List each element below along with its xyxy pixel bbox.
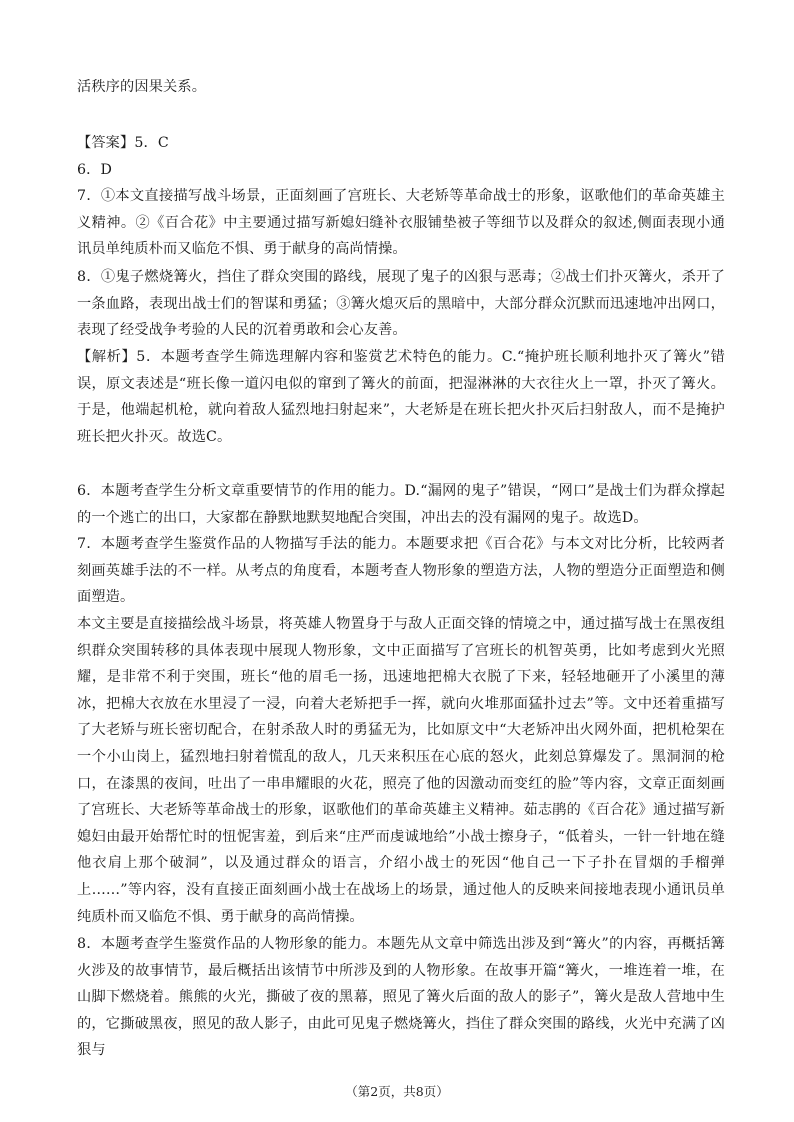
analysis-5: 【解析】5．本题考查学生筛选理解内容和鉴赏艺术特色的能力。C.“掩护班长顺利地扑灭了篝火”错误，原文表述是“班长像一道闪电似的窜到了篝火的前面，把湿淋淋的大衣往火上一罩，扑灭了篝火。于是，他端起机枪，就向着敌人猛烈地扫射起来”，大老矫是在班长把火扑灭后扫射敌人，而不是掩护班长把火扑灭。故选C。 [77,349,725,445]
answer-6: 6．D [77,162,113,178]
analysis-6: 6．本题考查学生分析文章重要情节的作用的能力。D.“漏网的鬼子”错误，“网口”是战士们为群众撑起的一个逃亡的出口，大家都在静默地默契地配合突围，冲出去的没有漏网的鬼子。故选D。 [77,483,725,526]
analysis-7: 7．本题考查学生鉴赏作品的人物描写手法的能力。本题要求把《百合花》与本文对比分析，比较两者刻画英雄手法的不一样。从考点的角度看，本题考查人物形象的塑造方法，人物的塑造分正面塑造和侧面塑造。 [77,536,725,606]
analysis-8: 8．本题考查学生鉴赏作品的人物形象的能力。本题先从文章中筛选出涉及到“篝火”的内容，再概括篝火涉及的故事情节，最后概括出该情节中所涉及到的人物形象。在故事开篇“篝火，一堆连着一堆，在山脚下燃烧着。熊熊的火光，撕破了夜的黑幕，照见了篝火后面的敌人的影子”，篝火是敌人营地中生的，它撕破黑夜，照见的敌人影子，由此可见鬼子燃烧篝火，挡住了群众突围的路线，火光中充满了凶狠与 [77,936,725,1059]
page-footer: （第2页，共8页） [345,1084,449,1099]
answer-5: 【答案】5．C [77,135,169,151]
paragraph-continuation: 活秩序的因果关系。 [77,79,207,95]
analysis-7-body: 本文主要是直接描绘战斗场景，将英雄人物置身于与敌人正面交锋的情境之中，通过描写战士在黑夜组织群众突围转移的具体表现中展现人物形象，文中正面描写了宫班长的机智英勇，比如考虑到火光照耀，是非常不利于突围，班长“他的眉毛一扬，迅速地把棉大衣脱了下来，轻轻地砸开了小溪里的薄冰，把棉大衣放在水里浸了一浸，向着大老矫把手一挥，就向火堆那面猛扑过去”等。文中还着重描写了大老矫与班长密切配合，在射杀敌人时的勇猛无为，比如原文中“大老矫冲出火网外面，把机枪架在一个小山岗上，猛烈地扫射着慌乱的敌人，几天来积压在心底的怒火，此刻总算爆发了。黑洞洞的枪口，在漆黑的夜间，吐出了一串串耀眼的火花，照亮了他的因激动而变红的脸”等内容，文章正面刻画了宫班长、大老矫等革命战士的形象，讴歌他们的革命英雄主义精神。茹志鹃的《百合花》通过描写新媳妇由最开始帮忙时的忸怩害羞，到后来“庄严而虔诚地给”小战士擦身子，“低着头，一针一针地在缝他衣肩上那个破洞”，以及通过群众的语言，介绍小战士的死因“他自己一下子扑在冒烟的手榴弹上……”等内容，没有直接正面刻画小战士在战场上的场景，通过他人的反映来间接地表现小通讯员单纯质朴而又临危不惧、勇于献身的高尚情操。 [77,616,725,925]
answer-7: 7．①本文直接描写战斗场景，正面刻画了宫班长、大老矫等革命战士的形象，讴歌他们的革命英雄主义精神。②《百合花》中主要通过描写新媳妇缝补衣服铺垫被子等细节以及群众的叙述,侧面表现小通讯员单纯质朴而又临危不惧、勇于献身的高尚情操。 [77,188,725,258]
answer-8: 8．①鬼子燃烧篝火，挡住了群众突围的路线，展现了鬼子的凶狠与恶毒；②战士们扑灭篝火，杀开了一条血路，表现出战士们的智谋和勇猛；③篝火熄灭后的黑暗中，大部分群众沉默而迅速地冲出网口，表现了经受战争考验的人民的沉着勇敢和会心友善。 [77,269,725,339]
